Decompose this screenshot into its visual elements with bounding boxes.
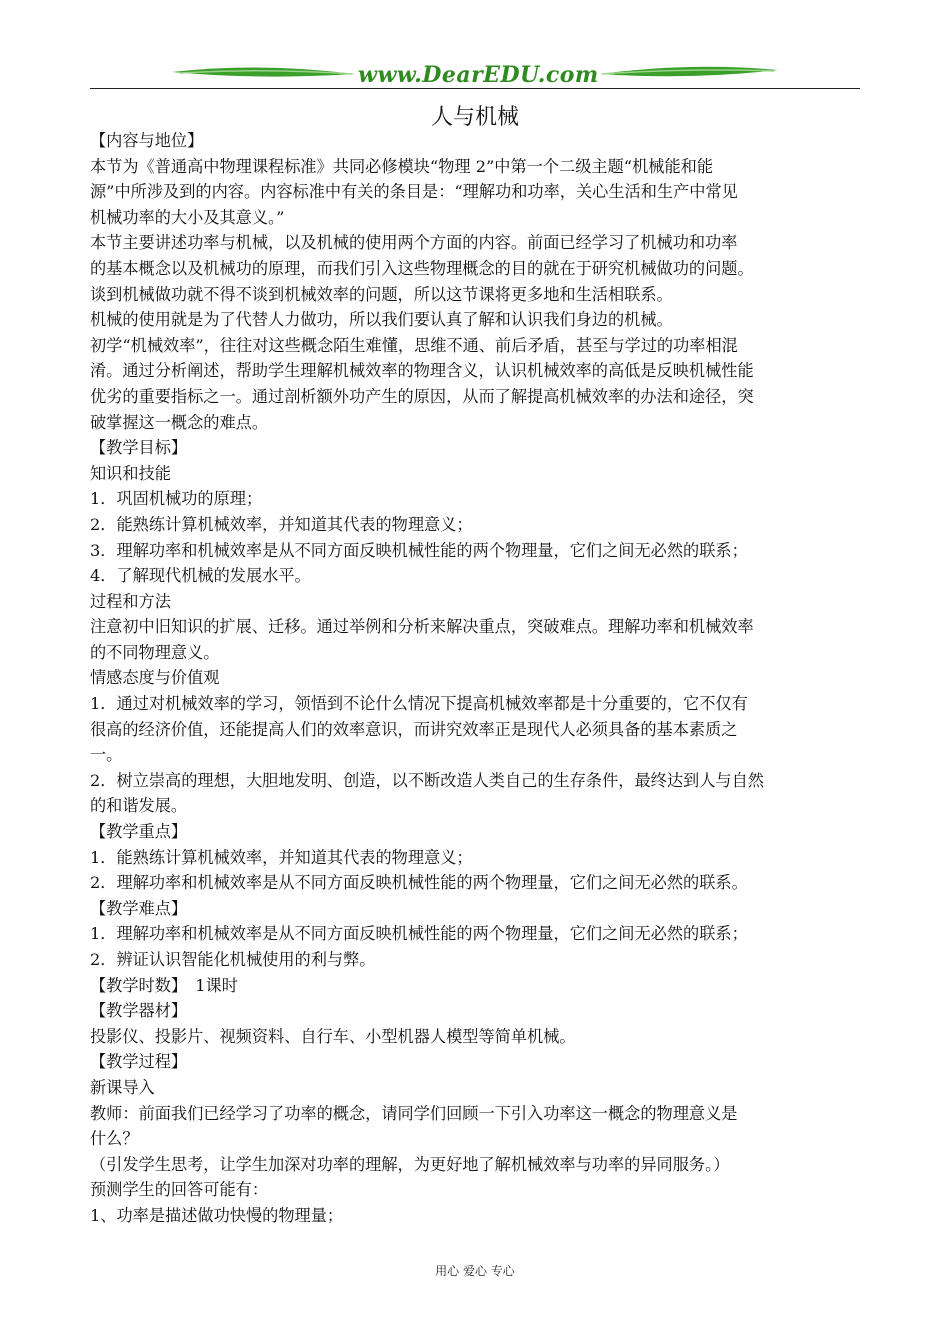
text-line: 投影仪、投影片、视频资料、自行车、小型机器人模型等简单机械。 [90,1026,576,1046]
text-line: 的不同物理意义。 [90,642,220,662]
text-line: 【教学过程】 [90,1052,188,1072]
text-line: 情感态度与价值观 [90,668,220,688]
text-line: 本节为《普通高中物理课程标准》共同必修模块“物理 2”中第一个二级主题“机械能和能 [90,156,714,176]
text-line: 源”中所涉及到的内容。内容标准中有关的条目是：“理解功和功率，关心生活和生产中常见 [90,182,738,202]
text-line: 很高的经济价值，还能提高人们的效率意识，而讲究效率正是现代人必须具备的基本素质之 [90,719,738,739]
text-line: 什么？ [90,1129,139,1149]
site-header [90,58,860,92]
text-line: 初学“机械效率”，往往对这些概念陌生难懂，思维不通、前后矛盾，甚至与学过的功率相混 [90,335,738,355]
text-line: 1．巩固机械功的原理； [90,489,263,509]
site-logo[interactable]: www.DearEDU.com [358,62,599,88]
text-line: 机械的使用就是为了代替人力做功，所以我们要认真了解和认识我们身边的机械。 [90,310,673,330]
document-body [90,128,870,1229]
text-line: 1．理解功率和机械效率是从不同方面反映机械性能的两个物理量，它们之间无必然的联系； [90,924,748,944]
text-line: 2．树立崇高的理想，大胆地发明、创造，以不断改造人类自己的生存条件，最终达到人与自然 [90,770,764,790]
text-line: 教师：前面我们已经学习了功率的概念，请同学们回顾一下引入功率这一概念的物理意义是 [90,1103,738,1123]
text-line: 【教学器材】 [90,1001,188,1021]
text-line: 3．理解功率和机械效率是从不同方面反映机械性能的两个物理量，它们之间无必然的联系； [90,540,748,560]
text-line: 4．了解现代机械的发展水平。 [90,566,311,586]
text-line: 淆。通过分析阐述，帮助学生理解机械效率的物理含义，认识机械效率的高低是反映机械性能 [90,361,754,381]
text-line: 知识和技能 [90,463,171,483]
page-footer: 用心 爱心 专心 [435,1264,515,1278]
text-line: 2．理解功率和机械效率是从不同方面反映机械性能的两个物理量，它们之间无必然的联系。 [90,873,748,893]
text-line: 【教学目标】 [90,438,188,458]
text-line: 2．能熟练计算机械效率，并知道其代表的物理意义； [90,514,473,534]
text-line: 一。 [90,745,123,765]
text-line: 【内容与地位】 [90,131,204,150]
text-line: 2．辨证认识智能化机械使用的利与弊。 [90,950,376,969]
text-line: 破掌握这一概念的难点。 [90,412,269,432]
text-line: 预测学生的回答可能有： [90,1180,269,1200]
text-line: 过程和方法 [90,591,171,611]
text-line: 本节主要讲述功率与机械，以及机械的使用两个方面的内容。前面已经学习了机械功和功率 [90,233,738,253]
text-line: 【教学难点】 [90,898,188,918]
text-line: 1．能熟练计算机械效率，并知道其代表的物理意义； [90,847,473,867]
text-line: 的和谐发展。 [90,796,188,816]
page-title: 人与机械 [430,105,519,130]
text-line: 【教学时数】 1课时 [90,975,238,995]
text-line: 的基本概念以及机械功的原理，而我们引入这些物理概念的目的就在于研究机械做功的问题。 [90,258,754,278]
text-line: （引发学生思考，让学生加深对功率的理解，为更好地了解机械效率与功率的异同服务。） [90,1154,730,1174]
text-line: 1、功率是描述做功快慢的物理量； [90,1205,344,1225]
text-line: 谈到机械做功就不得不谈到机械效率的问题，所以这节课将更多地和生活相联系。 [90,284,673,304]
header-rule [90,88,860,89]
text-line: 注意初中旧知识的扩展、迁移。通过举例和分析来解决重点，突破难点。理解功率和机械效率 [90,617,754,637]
text-line: 优劣的重要指标之一。通过剖析额外功产生的原因，从而了解提高机械效率的办法和途径，突 [90,386,754,406]
text-line: 新课导入 [90,1077,155,1097]
text-line: 机械功率的大小及其意义。” [90,207,285,227]
text-line: 【教学重点】 [90,822,188,842]
text-line: 1．通过对机械效率的学习，领悟到不论什么情况下提高机械效率都是十分重要的，它不仅有 [90,694,748,714]
